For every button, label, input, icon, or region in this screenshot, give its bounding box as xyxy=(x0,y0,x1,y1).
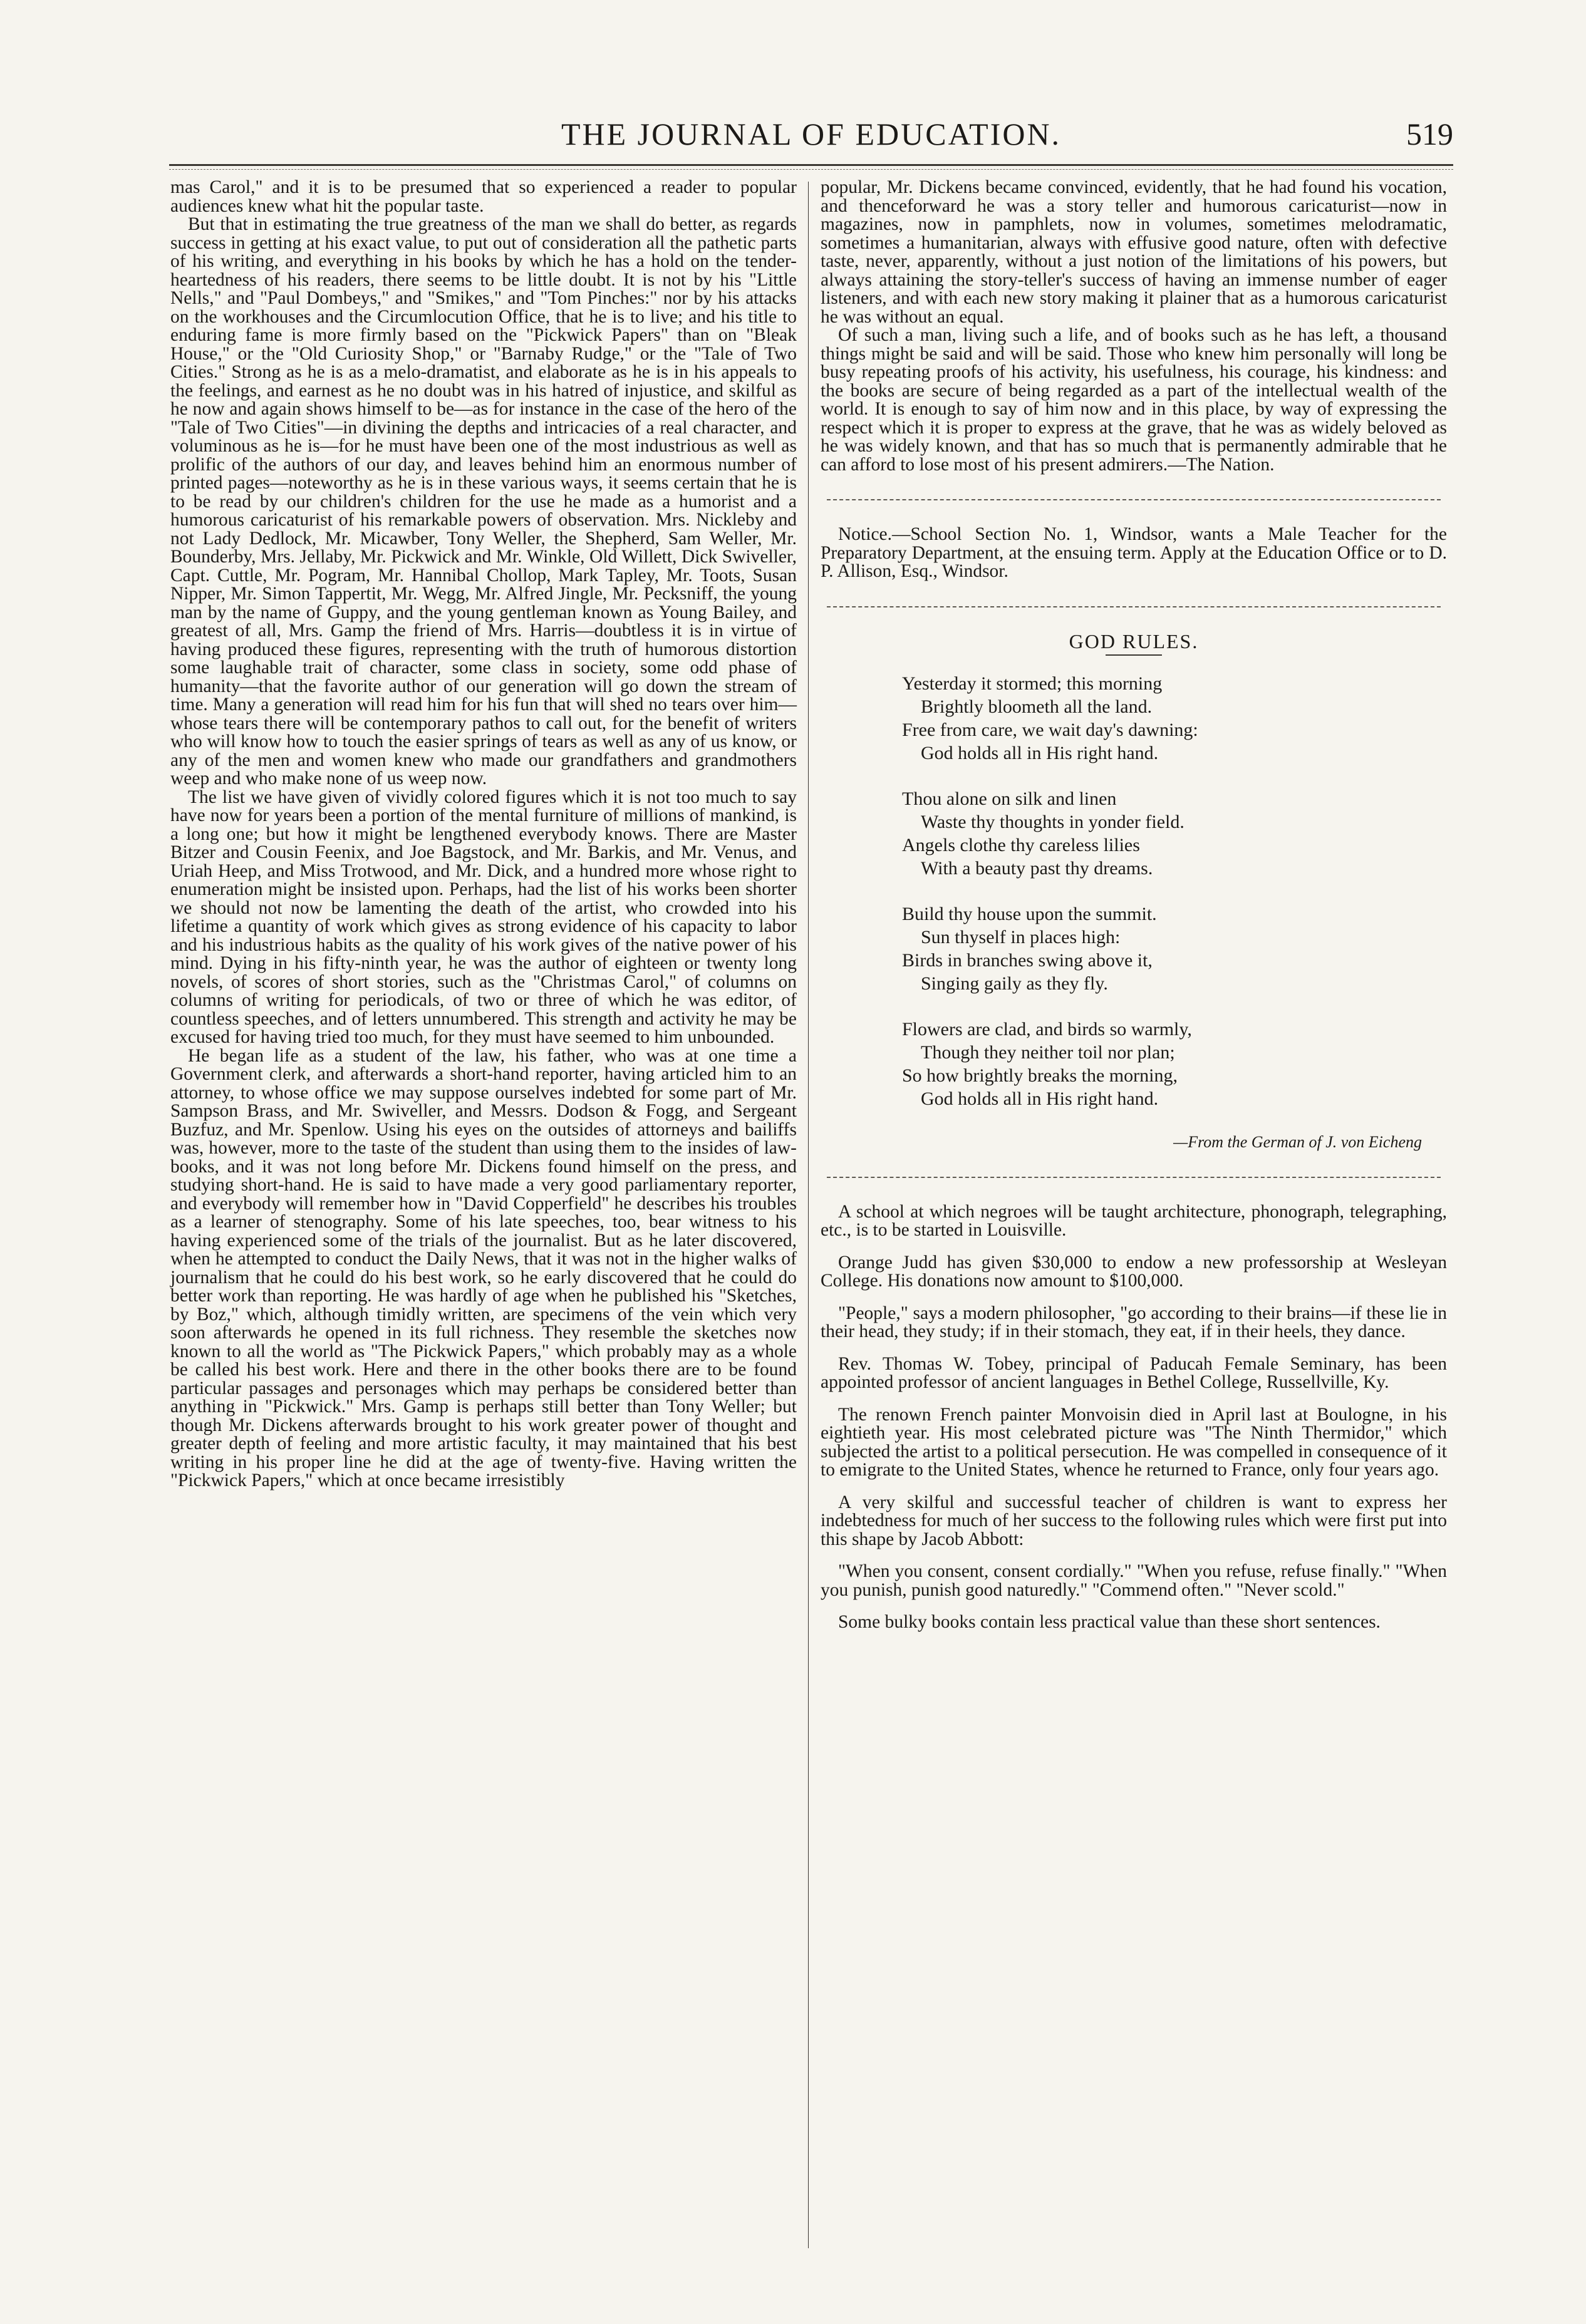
poem-line: Flowers are clad, and birds so warmly, xyxy=(902,1019,1192,1040)
poem-line: With a beauty past thy dreams. xyxy=(921,858,1153,879)
article-paragraph: But that in estimating the true greatness of the man we shall do better, as regards success in getting at his exact value, to put out of consideration all the pathetic parts of his writing, and everything in his books by which he has a hold on the tender-heartedness of his readers, there seems to be little doubt. It is not by his "Little Nells," and "Paul Dombeys," and "Smikes," and "Tom Pinches:" nor by his attacks on the workhouses and the Circumlocution Office, that he is to live; and his title to enduring fame is more firmly based on the "Pickwick Papers" than on "Bleak House," or the "Old Curiosity Shop," or "Barnaby Rudge," or the "Tale of Two Cities." Strong as he is as a melo-dramatist, and elaborate as he is in his appeals to the feelings, and earnest as he no doubt was in his hatred of injustice, and skilful as he now and again shows himself to be—as for instance in the case of the hero of the "Tale of Two Cities"—in divining the depths and intricacies of a real character, and voluminous as he is—for he must have been one of the most industrious as well as prolific of the authors of our day, and leaves behind him an enormous number of printed pages—noteworthy as he is in these various ways, it seems certain that he is to be read by our children's children for the use he made as a humorist and a humorous caricaturist of his remarkable powers of observation. Mrs. Nickleby and not Lady Dedlock, Mr. Micawber, Tony Weller, the Shepherd, Sam Weller, Mr. Bounderby, Mrs. Jellaby, Mr. Pickwick and Mr. Winkle, Old Willett, Dick Swiveller, Capt. Cuttle, Mr. Pogram, Mr. Hannibal Chollop, Mark Tapley, Mr. Toots, Susan Nipper, Mr. Simon Tappertit, Mr. Wegg, Mr. Alfred Jingle, Mr. Pecksniff, the young man by the name of Guppy, and the young gentleman known as Young Bailey, and greatest of all, Mrs. Gamp the friend of Mrs. Harris—doubtless it is in virtue of having produced these figures, representing with the truth of humorous distortion some laughable trait of character, some class in society, some odd phase of humanity—that the favorite author of our generation will go down the stream of time. Many a generation will read him for his fun that will shed no tears over him—whose tears there will be contemporary pathos to call out, for the benefit of writers who will know how to touch the easier springs of tears as well as any of us know, or any of the men and women knew who made our grandfathers and grandmothers weep and who make none of us weep now. xyxy=(170,214,797,788)
section-separator xyxy=(827,606,1441,607)
article-paragraph: mas Carol," and it is to be presumed that so experienced a reader to popular audiences knew what hit the popular taste. xyxy=(170,177,797,216)
notice-paragraph: Notice.—School Section No. 1, Windsor, wants a Male Teacher for the Preparatory Department, at the ensuing term. Apply at the Education Office or to D. P. Allison, Esq., Windsor. xyxy=(821,524,1447,581)
poem-stanza xyxy=(902,787,1447,880)
poem-line: Angels clothe thy careless lilies xyxy=(902,835,1140,855)
page-number: 519 xyxy=(1406,116,1453,152)
poem-title: GOD RULES. xyxy=(1069,629,1199,653)
section-separator xyxy=(827,1177,1441,1178)
poem-title-rule xyxy=(1106,654,1162,656)
poem-line: God holds all in His right hand. xyxy=(921,743,1159,763)
poem-line: So how brightly breaks the morning, xyxy=(902,1065,1178,1086)
poem-credit: —From the German of J. von Eicheng xyxy=(1173,1133,1422,1151)
news-item: The renown French painter Monvoisin died in April last at Boulogne, in his eightieth year. His most celebrated picture was "The Ninth Thermidor," which subjected the artist to a political persecution. He was compelled in consequence of it to emigrate to the United States, whence he returned to France, only four years ago. xyxy=(821,1404,1447,1480)
poem-line: Free from care, we wait day's dawning: xyxy=(902,720,1198,740)
news-item: Some bulky books contain less practical value than these short sentences. xyxy=(838,1612,1381,1632)
column-divider xyxy=(808,182,809,2248)
header-rule-secondary xyxy=(169,169,1453,170)
news-item: Orange Judd has given $30,000 to endow a new professorship at Wesleyan College. His donations now amount to $100,000. xyxy=(821,1252,1447,1291)
poem-line: Build thy house upon the summit. xyxy=(902,904,1157,924)
news-items xyxy=(821,1203,1447,1632)
article-paragraph: Of such a man, living such a life, and of books such as he has left, a thousand things might be said and will be said. Those who knew him personally will long be busy repeating proofs of his activity, his usefulness, his courage, his kindness: and the books are secure of being regarded as a part of the intellectual wealth of the world. It is enough to say of him now and in this place, by way of expressing the respect which it is proper to express at the grave, that he was as widely beloved as he was widely known, and that has so much that is permanently admirable that he can afford to lose most of his present admirers.—The Nation. xyxy=(821,325,1447,475)
news-item: A school at which negroes will be taught architecture, phonograph, telegraphing, etc., is to be started in Louisville. xyxy=(821,1201,1447,1240)
article-paragraph: popular, Mr. Dickens became convinced, evidently, that he had found his vocation, and thenceforward he was a story teller and humorous caricaturist—now in magazines, now in pamphlets, now in volumes, sometimes melodramatic, sometimes a humanitarian, always with effusive good nature, often with defective taste, never, apparently, without a just notion of the limitations of his powers, but always attaining the story-teller's success of having an immense number of eager listeners, and with each new story making it plainer that as a humorous caricaturist he was without an equal. xyxy=(821,177,1447,327)
poem-line: Singing gaily as they fly. xyxy=(921,973,1108,994)
right-column xyxy=(821,178,1447,1646)
news-item: A very skilful and successful teacher of children is want to express her indebtedness for much of her success to the following rules which were first put into this shape by Jacob Abbott: xyxy=(821,1492,1447,1549)
poem-line: Waste thy thoughts in yonder field. xyxy=(921,812,1184,832)
left-column xyxy=(170,178,797,1490)
poem-line: Yesterday it stormed; this morning xyxy=(902,673,1163,694)
article-paragraph: The list we have given of vividly colored figures which it is not too much to say have now for years been a portion of the mental furniture of millions of mankind, is a long one; but how it might be lengthened everybody knows. There are Master Bitzer and Cousin Feenix, and Joe Bagstock, and Mr. Barkis, and Mr. Venus, and Uriah Heep, and Miss Trotwood, and Mr. Dick, and a hundred more whose right to enumeration might be insisted upon. Perhaps, had the list of his works been shorter we should not now be lamenting the death of the artist, who crowded into his lifetime a quantity of work which gives as strong evidence of his capacity to labor and his industrious habits as the quality of his work gives of the native power of his mind. Dying in his fifty-ninth year, he was the author of eighteen or twenty long novels, of scores of short stories, such as the "Christmas Carol," of columns on columns of writing for periodicals, of two or three of which he was editor, of countless speeches, and of letters unnumbered. This strength and activity he may be excused for having tried too much, for they must have seemed to him unbounded. xyxy=(170,787,797,1047)
poem-stanza xyxy=(902,902,1447,995)
news-item: "When you consent, consent cordially." "When you refuse, refuse finally." "When you punish, punish good naturedly." "Commend often." "Never scold." xyxy=(821,1561,1447,1600)
poem-line: Though they neither toil nor plan; xyxy=(921,1042,1175,1063)
poem-line: Birds in branches swing above it, xyxy=(902,950,1153,971)
article-paragraph: He began life as a student of the law, his father, who was at one time a Government clerk, and afterwards a short-hand reporter, having articled him to an attorney, to whose office we may suppose ourselves indebted for some part of Mr. Sampson Brass, and Mr. Swiveller, and Messrs. Dodson & Fogg, and Sergeant Buzfuz, and Mr. Spenlow. Using his eyes on the outsides of attorneys and bailiffs was, however, more to the taste of the student than using them to the insides of law-books, and it was not long before Mr. Dickens found himself on the press, and studying short-hand. He is said to have made a very good parliamentary reporter, and everybody will remember how in "David Copperfield" he describes his troubles as a learner of stenography. Some of his late speeches, too, bear witness to his having experienced some of the trials of the journalist. But as he later discovered, when he attempted to conduct the Daily News, that it was not in the higher walks of journalism that he could do his best work, so he early discovered that he could do better work than reporting. He was hardly of age when he published his "Sketches, by Boz," which, although timidly written, are specimens of the vein which very soon afterwards he opened in its full richness. They resemble the sketches now known to all the world as "The Pickwick Papers," which probably may as a whole be called his best work. Here and there in the other books there are to be found particular passages and personages which may perhaps be considered better than anything in "Pickwick." Mrs. Gamp is perhaps still better than Tony Weller; but though Mr. Dickens afterwards brought to his work greater power of thought and greater depth of feeling and more artistic faculty, it may maintained that his best writing in his proper line he did at the age of twenty-five. Having written the "Pickwick Papers," which at once became irresistibly xyxy=(170,1045,797,1490)
header-rule xyxy=(169,164,1453,166)
journal-title: THE JOURNAL OF EDUCATION. xyxy=(561,116,1062,152)
poem-line: Brightly bloometh all the land. xyxy=(921,696,1153,717)
poem-stanza xyxy=(902,1018,1447,1110)
news-item: Rev. Thomas W. Tobey, principal of Paducah Female Seminary, has been appointed professor of ancient languages in Bethel College, Russellville, Ky. xyxy=(821,1353,1447,1392)
poem-line: God holds all in His right hand. xyxy=(921,1088,1159,1109)
poem-stanza xyxy=(902,672,1447,765)
section-separator xyxy=(827,499,1441,500)
page-header xyxy=(169,116,1453,160)
poem-line: Sun thyself in places high: xyxy=(921,927,1121,948)
news-item: "People," says a modern philosopher, "go according to their brains—if these lie in their head, they study; if in their stomach, they eat, if in their heels, they dance. xyxy=(821,1303,1447,1341)
poem-line: Thou alone on silk and linen xyxy=(902,788,1117,809)
